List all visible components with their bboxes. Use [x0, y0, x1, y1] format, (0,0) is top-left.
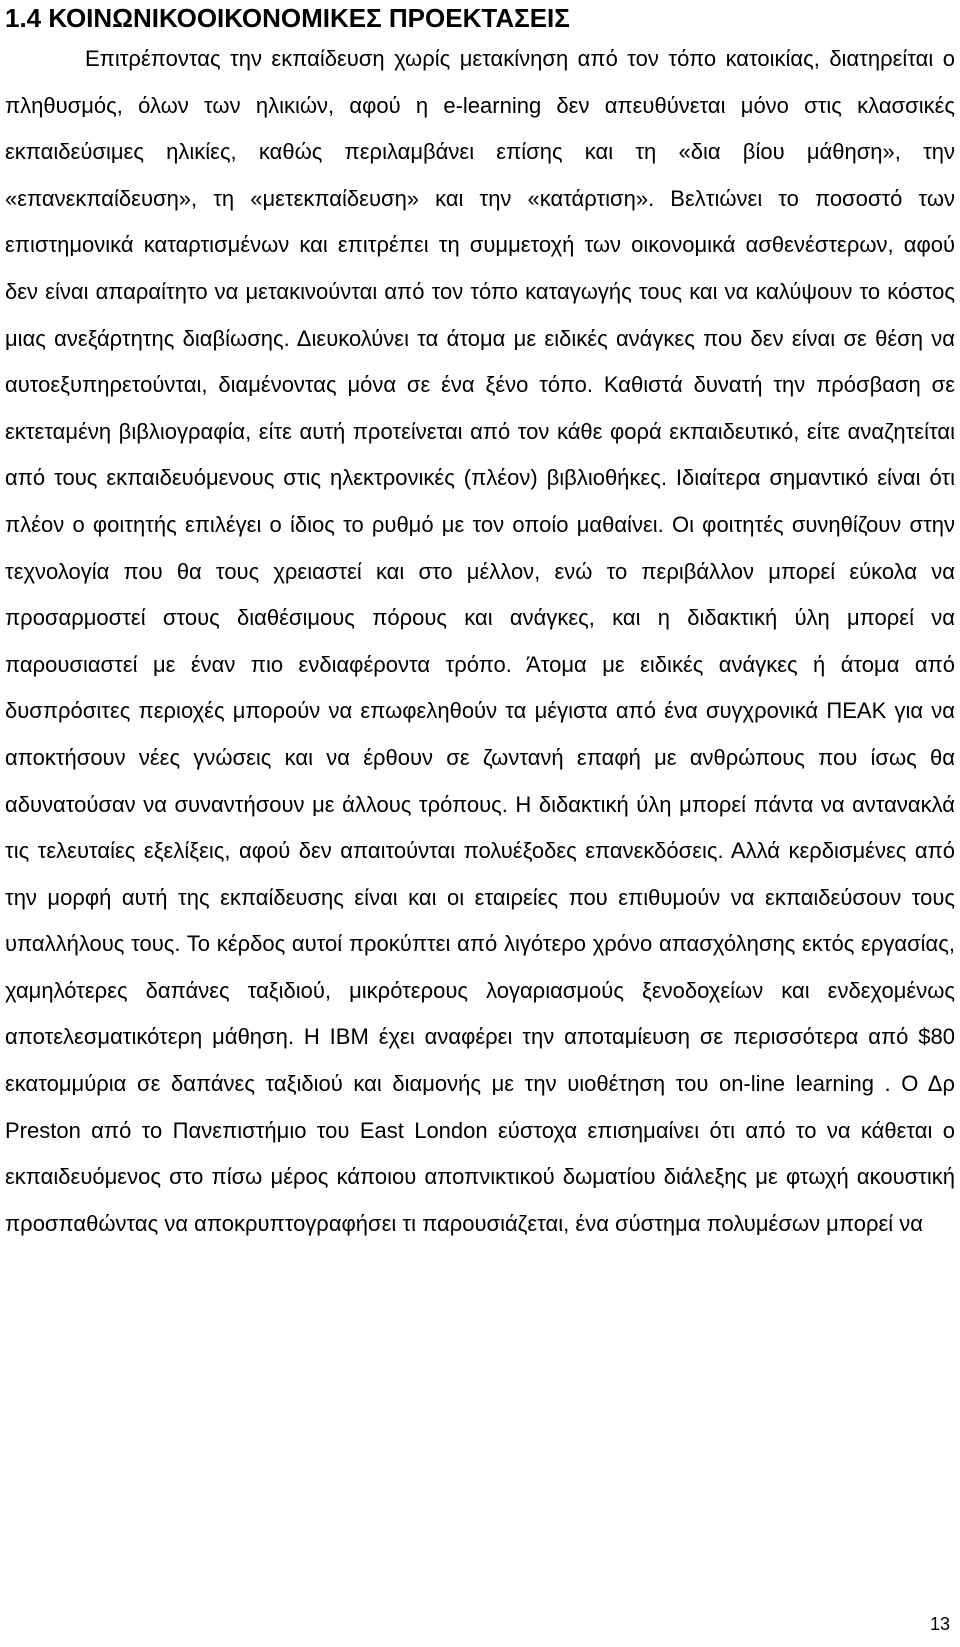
document-page [5, 0, 955, 1247]
body-paragraph: Επιτρέποντας την εκπαίδευση χωρίς μετακίνηση από τον τόπο κατοικίας, διατηρείται ο πληθυσμός, όλων των ηλικιών, αφού η e-learning δεν απευθύνεται μόνο στις κλασσικές εκπαιδεύσιμες ηλικίες, καθώς περιλαμβάνει επίσης και τη «δια βίου μάθηση», την «επανεκπαίδευση», τη «μετεκπαίδευση» και την «κατάρτιση». Βελτιώνει το ποσοστό των επιστημονικά καταρτισμένων και επιτρέπει τη συμμετοχή των οικονομικά ασθενέστερων, αφού δεν είναι απαραίτητο να μετακινούνται από τον τόπο καταγωγής τους και να καλύψουν το κόστος μιας ανεξάρτητης διαβίωσης. Διευκολύνει τα άτομα με ειδικές ανάγκες που δεν είναι σε θέση να αυτοεξυπηρετούνται, διαμένοντας μόνα σε ένα ξένο τόπο. Καθιστά δυνατή την πρόσβαση σε εκτεταμένη βιβλιογραφία, είτε αυτή προτείνεται από τον κάθε φορά εκπαιδευτικό, είτε αναζητείται από τους εκπαιδευόμενους στις ηλεκτρονικές (πλέον) βιβλιοθήκες. Ιδιαίτερα σημαντικό είναι ότι πλέον ο φοιτητής επιλέγει ο ίδιος το ρυθμό με τον οποίο μαθαίνει. Οι φοιτητές συνηθίζουν στην τεχνολογία που θα τους χρειαστεί και στο μέλλον, ενώ το περιβάλλον μπορεί εύκολα να προσαρμοστεί στους διαθέσιμους πόρους και ανάγκες, και η διδακτική ύλη μπορεί να παρουσιαστεί με έναν πιο ενδιαφέροντα τρόπο. Άτομα με ειδικές ανάγκες ή άτομα από δυσπρόσιτες περιοχές μπορούν να επωφεληθούν τα μέγιστα από ένα συγχρονικά ΠΕΑΚ για να αποκτήσουν νέες γνώσεις και να έρθουν σε ζωντανή επαφή με ανθρώπους που ίσως θα αδυνατούσαν να συναντήσουν με άλλους τρόπους. Η διδακτική ύλη μπορεί πάντα να αντανακλά τις τελευταίες εξελίξεις, αφού δεν απαιτούνται πολυέξοδες επανεκδόσεις. Αλλά κερδισμένες από την μορφή αυτή της εκπαίδευσης είναι και οι εταιρείες που επιθυμούν να εκπαιδεύσουν τους υπαλλήλους τους. Το κέρδος αυτοί προκύπτει από λιγότερο χρόνο απασχόλησης εκτός εργασίας, χαμηλότερες δαπάνες ταξιδιού, μικρότερους λογαριασμούς ξενοδοχείων και ενδεχομένως αποτελεσματικότερη μάθηση. Η IBM έχει αναφέρει την αποταμίευση σε περισσότερα από $80 εκατομμύρια σε δαπάνες ταξιδιού και διαμονής με την υιοθέτηση του on-line learning . Ο Δρ Preston από το Πανεπιστήμιο του East London εύστοχα επισημαίνει ότι από το να κάθεται ο εκπαιδευόμενος στο πίσω μέρος κάποιου αποπνικτικού δωματίου διάλεξης με φτωχή ακουστική προσπαθώντας να αποκρυπτογραφήσει τι παρουσιάζεται, ένα σύστημα πολυμέσων μπορεί να [5, 46, 955, 1236]
page-number: 13 [929, 1614, 950, 1634]
section-heading: 1.4 ΚΟΙΝΩΝΙΚΟΟΙΚΟΝΟΜΙΚΕΣ ΠΡΟΕΚΤΑΣΕΙΣ [5, 3, 570, 33]
